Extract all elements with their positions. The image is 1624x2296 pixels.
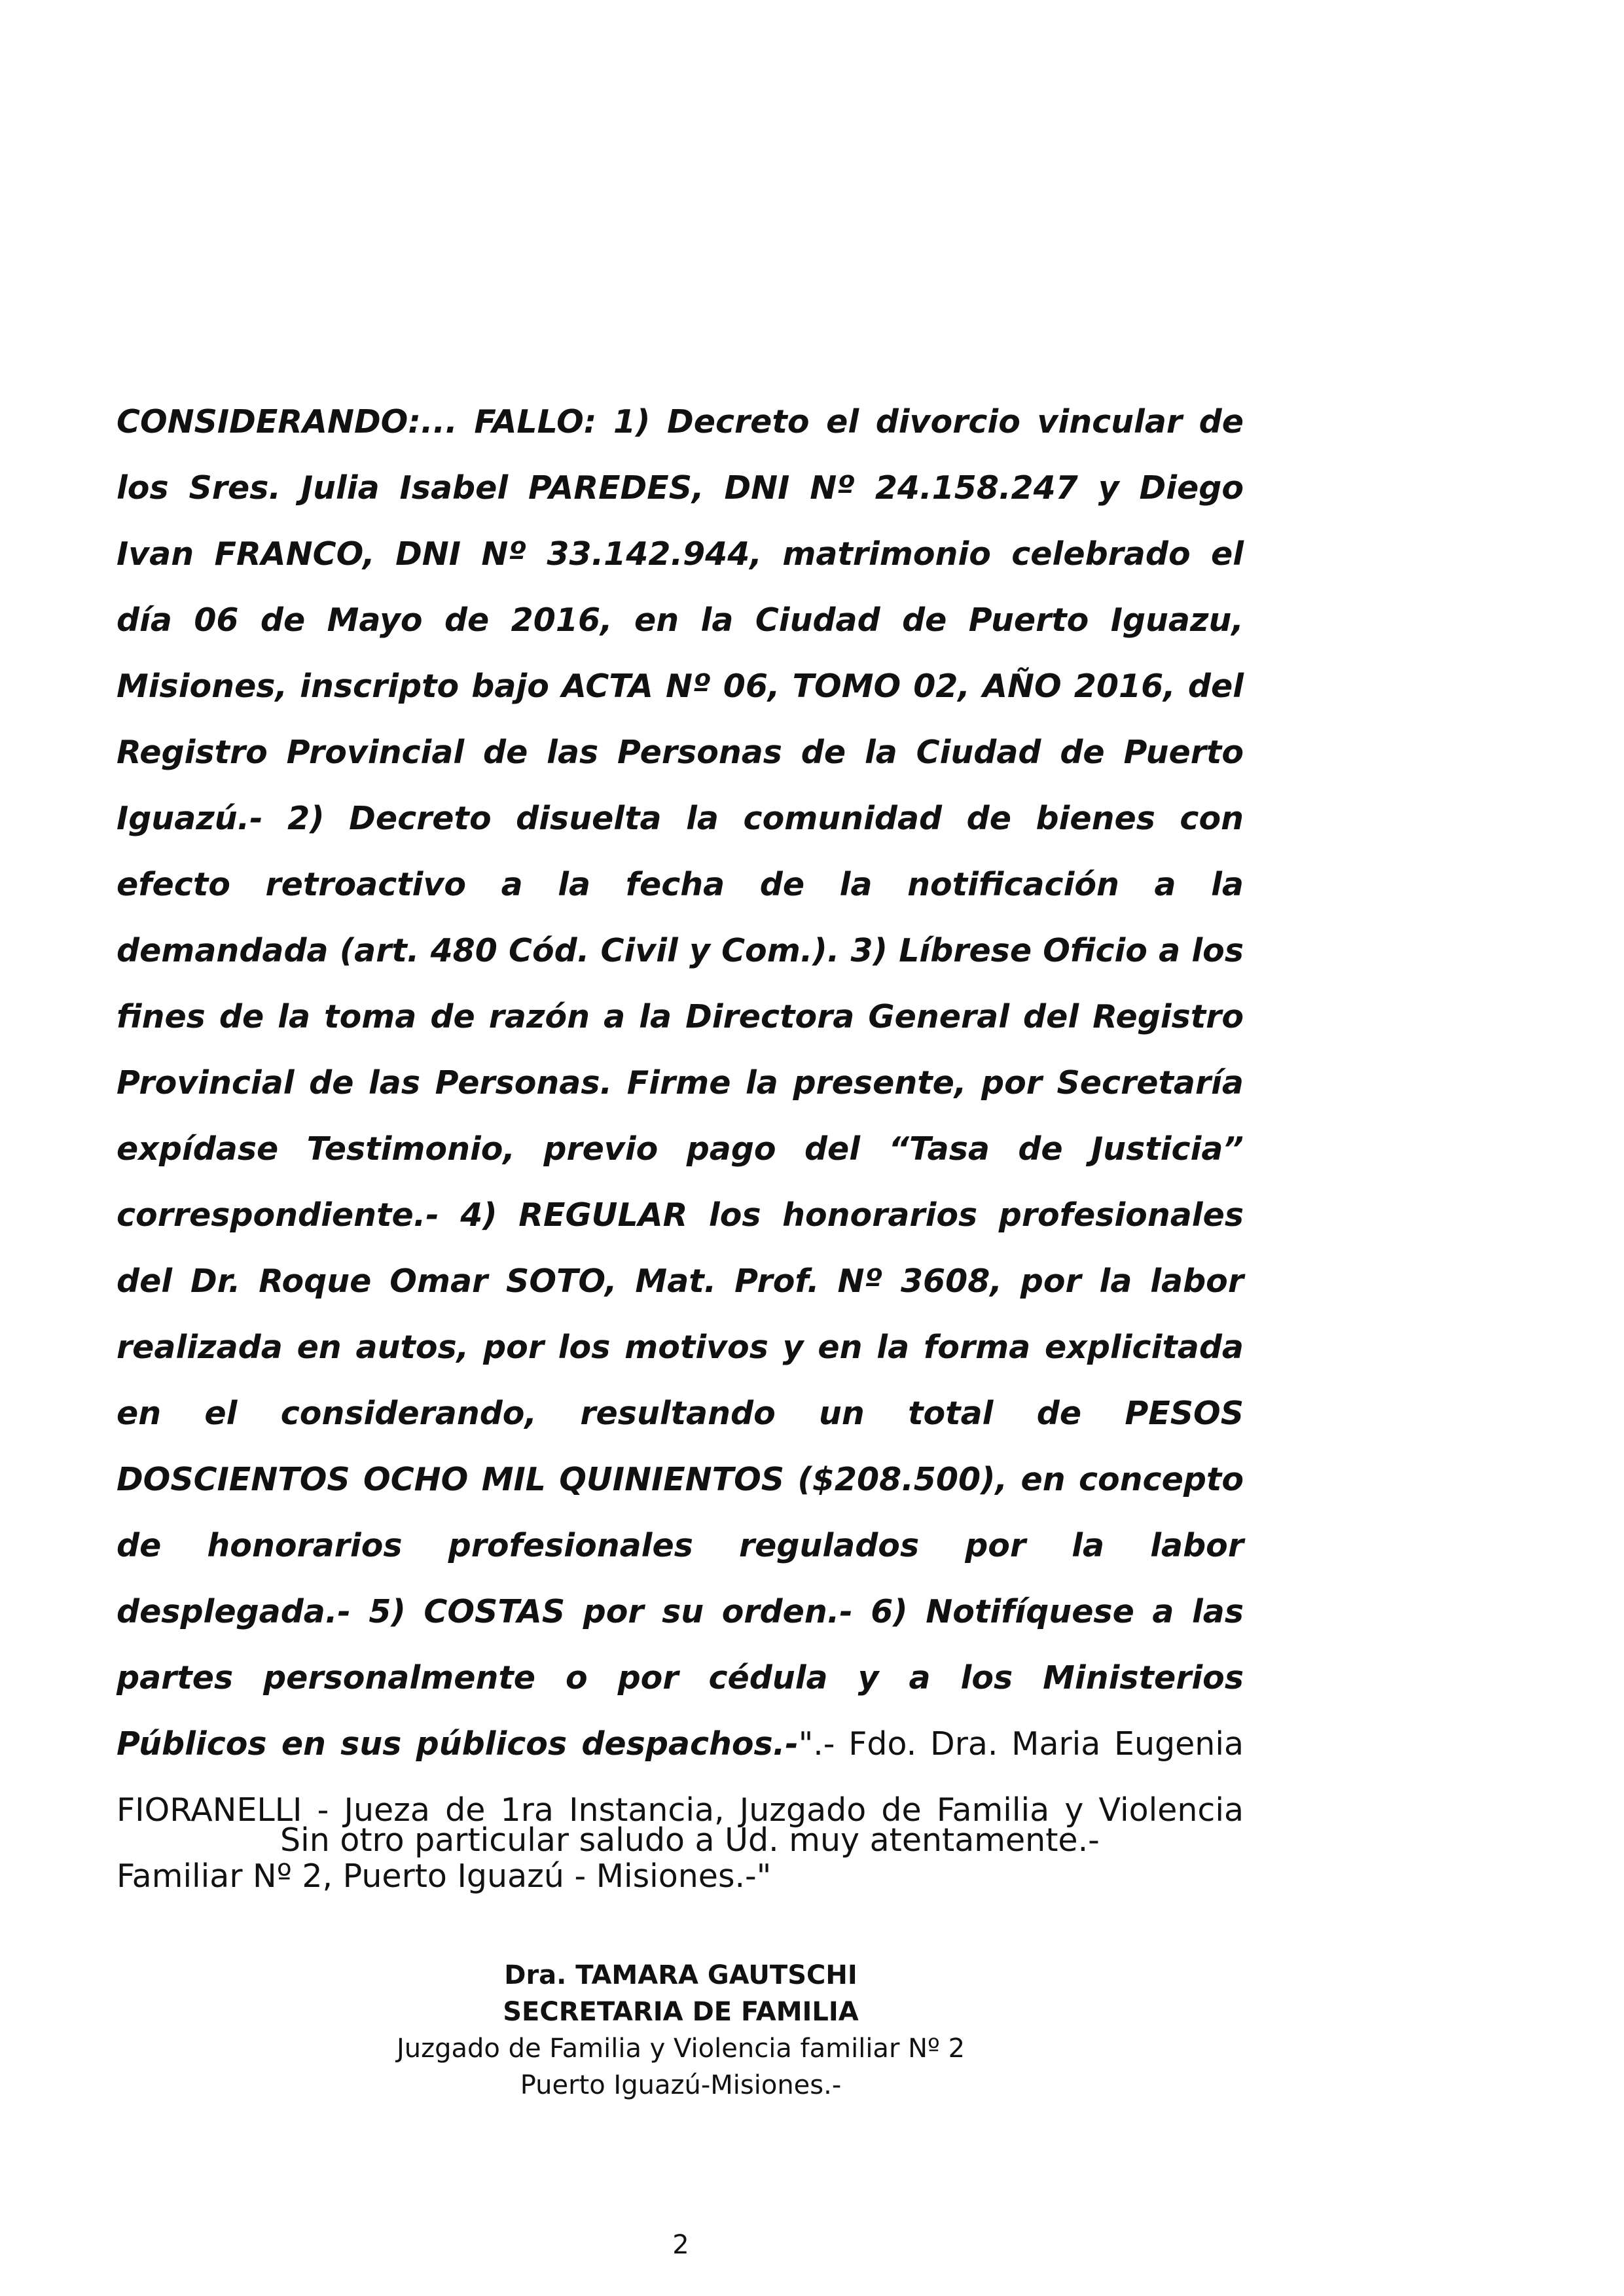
signed-by-text: ".- Fdo. Dra. Maria Eugenia FIORANELLI - Jueza de 1ra Instancia, Juzgado de Familia y Violencia Familiar Nº 2, Puerto Iguazú - Misiones.-" <box>117 1725 1244 1895</box>
ruling-paragraph <box>117 389 1244 1909</box>
signatory-name: Dra. TAMARA GAUTSCHI <box>504 1960 857 1990</box>
ruling-text: CONSIDERANDO:... FALLO: 1) Decreto el divorcio vincular de los Sres. Julia Isabel PAREDES, DNI Nº 24.158.247 y Diego Ivan FRANCO, DNI Nº 33.142.944, matrimonio celebrado el día 06 de Mayo de 2016, en la Ciudad de Puerto Iguazu, Misiones, inscripto bajo ACTA Nº 06, TOMO 02, AÑO 2016, del Registro Provincial de las Personas de la Ciudad de Puerto Iguazú.- 2) Decreto disuelta la comunidad de bienes con efecto retroactivo a la fecha de la notificación a la demandada (art. 480 Cód. Civil y Com.). 3) Líbrese Oficio a los fines de la toma de razón a la Directora General del Registro Provincial de las Personas. Firme la presente, por Secretaría expídase Testimonio, previo pago del “Tasa de Justicia” correspondiente.- 4) REGULAR los honorarios profesionales del Dr. Roque Omar SOTO, Mat. Prof. Nº 3608, por la labor realizada en autos, por los motivos y en la forma explicitada en el considerando, resultando un total de PESOS DOSCIENTOS OCHO MIL QUINIENTOS ($208.500), en concepto de honorarios profesionales regulados por la labor desplegada.- 5) COSTAS por su orden.- 6) Notifíquese a las partes personalmente o por cédula y a los Ministerios Públicos en sus públicos despachos.- <box>117 403 1244 1763</box>
closing-salutation: Sin otro particular saludo a Ud. muy atentamente.- <box>280 1821 1100 1859</box>
signature-block <box>288 1957 1074 2104</box>
page-number: 2 <box>672 2230 689 2260</box>
signatory-court: Juzgado de Familia y Violencia familiar Nº 2 <box>396 2034 965 2064</box>
signatory-location: Puerto Iguazú-Misiones.- <box>520 2070 842 2100</box>
signatory-title: SECRETARIA DE FAMILIA <box>503 1997 859 2027</box>
